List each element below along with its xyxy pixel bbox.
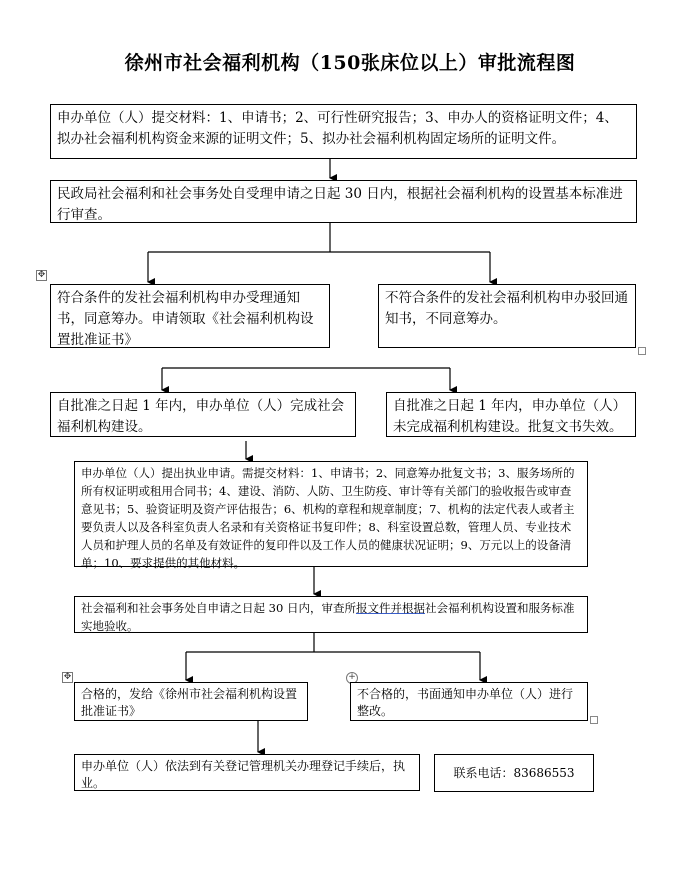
move-handle-icon[interactable]: ✥ <box>63 672 72 682</box>
contact-phone-text: 联系电话：83686553 <box>453 766 575 780</box>
step-license-application-text: 申办单位（人）提出执业申请。需提交材料：1、申请书；2、同意筹办批复文书；3、服务场所的所有权证明或租用合同书；4、建设、消防、人防、卫生防疫、审计等有关部门的验收报告或审查意见书；5、验资证明及资产评估报告；6、机构的章程和规章制度；7、机构的法定代表人或者主要负责人以及各科室负责人名录和有关资格证书复印件；8、科室设置总数，管理人员、专业技术人员和护理人员的名单及有效证件的复印件以及工作人员的健康状况证明；9、万元以上的设备清单；10、要求提供的其他材料。 <box>81 466 575 570</box>
step-construction-done[interactable] <box>50 392 356 437</box>
step-fail[interactable] <box>350 682 588 721</box>
step-inspection[interactable] <box>74 596 588 633</box>
step-inspection-prefix: 社会福利和社会事务处自申请之日起 30 日内，审查所 <box>81 601 356 615</box>
step-inspection-link: 报文件并根据 <box>355 601 425 615</box>
step-pass[interactable] <box>74 682 308 721</box>
step-submit-materials[interactable] <box>50 104 637 159</box>
step-construction-not-done[interactable] <box>386 392 636 437</box>
step-rejected-notice-text: 不符合条件的发社会福利机构申办驳回通知书，不同意筹办。 <box>385 290 628 327</box>
move-handle-icon[interactable]: ✥ <box>37 270 46 280</box>
resize-handle[interactable] <box>590 716 598 724</box>
step-approved-notice[interactable] <box>50 284 330 348</box>
step-submit-materials-text: 申办单位（人）提交材料：1、申请书；2、可行性研究报告；3、申办人的资格证明文件；4、拟办社会福利机构资金来源的证明文件；5、拟办社会福利机构固定场所的证明文件。 <box>57 110 618 147</box>
step-pass-text: 合格的，发给《徐州市社会福利机构设置批准证书》 <box>81 687 298 718</box>
step-review-text: 民政局社会福利和社会事务处自受理申请之日起 30 日内，根据社会福利机构的设置基本标准进行审查。 <box>57 186 623 223</box>
resize-handle[interactable] <box>638 347 646 355</box>
step-construction-done-text: 自批准之日起 1 年内，申办单位（人）完成社会福利机构建设。 <box>57 398 345 435</box>
step-registration[interactable] <box>74 754 420 791</box>
step-review[interactable] <box>50 180 637 223</box>
step-license-application[interactable] <box>74 461 588 570</box>
contact-phone-box <box>434 754 594 792</box>
step-rejected-notice[interactable] <box>378 284 636 348</box>
add-handle-icon[interactable]: + <box>346 672 358 684</box>
step-fail-text: 不合格的，书面通知申办单位（人）进行整改。 <box>357 687 574 718</box>
page-title: 徐州市社会福利机构（150张床位以上）审批流程图 <box>124 52 576 74</box>
step-inspection-suffix: 社会福利机构设置和服务标准实地验收。 <box>81 601 575 633</box>
step-registration-text: 申办单位（人）依法到有关登记管理机关办理登记手续后，执业。 <box>81 759 406 790</box>
step-construction-not-done-text: 自批准之日起 1 年内，申办单位（人）未完成福利机构建设。批复文书失效。 <box>393 398 627 435</box>
step-approved-notice-text: 符合条件的发社会福利机构申办受理通知书，同意筹办。申请领取《社会福利机构设置批准证书》 <box>57 290 314 348</box>
